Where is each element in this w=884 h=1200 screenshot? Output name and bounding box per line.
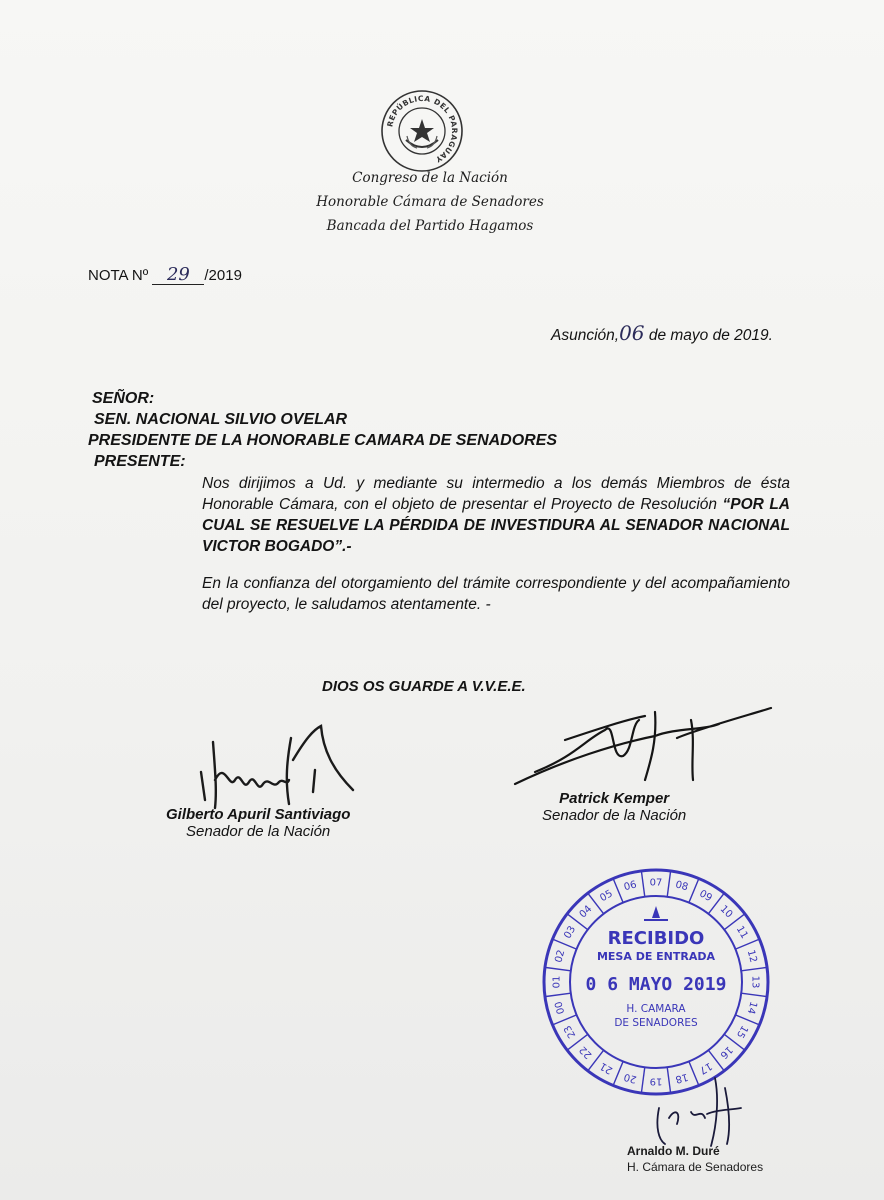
- signature-1-handwritten: [195, 720, 355, 810]
- note-suffix: /2019: [204, 267, 242, 284]
- body-paragraph-1: [90, 473, 790, 557]
- signature-2-handwritten: [505, 700, 775, 790]
- stamp-subtitle: MESA DE ENTRADA: [596, 950, 716, 963]
- signer-2: [542, 790, 686, 824]
- addressee-title: PRESIDENTE DE LA HONORABLE CAMARA DE SENADORES: [88, 432, 558, 449]
- stamp-org-1: H. CAMARA: [626, 1003, 686, 1015]
- signer-1-title: Senador de la Nación: [186, 823, 331, 840]
- letterhead-chamber: Honorable Cámara de Senadores: [316, 194, 544, 210]
- stamp-ring-number: 13: [749, 975, 761, 989]
- stamp-ring-number: 10: [717, 903, 735, 921]
- addressee-name: SEN. NACIONAL SILVIO OVELAR: [94, 411, 348, 428]
- stamp-ring-divider: [667, 871, 670, 897]
- stamp-ring-divider: [545, 993, 571, 996]
- stamp-ring-number: 06: [622, 879, 638, 894]
- signer-1: [166, 806, 350, 840]
- signer-1-name: Gilberto Apuril Santiviago: [166, 806, 351, 823]
- signer-2-title: Senador de la Nación: [542, 807, 687, 824]
- stamp-ring-divider: [545, 967, 571, 970]
- addressee-presente: PRESENTE:: [94, 453, 186, 470]
- stamp-ring-number: 11: [733, 924, 750, 941]
- stamp-ring-number: 17: [697, 1059, 714, 1076]
- stamp-ring-number: 19: [649, 1075, 663, 1087]
- stamp-ring-number: 03: [562, 924, 579, 941]
- stamp-ring-divider: [689, 879, 699, 903]
- letterhead-congress: Congreso de la Nación: [352, 170, 508, 186]
- stamp-ring-number: 15: [733, 1023, 750, 1040]
- stamp-ring-divider: [741, 967, 767, 970]
- stamp-date: 0 6 MAYO 2019: [585, 974, 727, 995]
- note-number: [88, 266, 242, 285]
- stamp-ring-number: 16: [717, 1043, 735, 1061]
- stamp-ring-number: 14: [744, 1000, 759, 1016]
- closing-formula: DIOS OS GUARDE A V.V.E.E.: [322, 678, 526, 695]
- body-paragraph-2: En la confianza del otorgamiento del trámite correspondiente y del acompañamiento del proyecto, le saludamos atentamente. -: [202, 575, 790, 613]
- note-prefix: NOTA Nº: [88, 267, 149, 284]
- stamp-ring-number: 08: [674, 879, 690, 894]
- stamp-ring-number: 21: [598, 1059, 615, 1076]
- addressee-salutation: SEÑOR:: [92, 390, 155, 407]
- stamp-signature-handwritten: [645, 1068, 755, 1148]
- letterhead-caucus: Bancada del Partido Hagamos: [326, 218, 534, 234]
- stamp-ring-number: 01: [551, 975, 563, 989]
- stamp-ring-number: 12: [744, 948, 759, 964]
- letter-body: [90, 473, 790, 615]
- stamp-ring-number: 04: [577, 903, 595, 921]
- stamp-ring-number: 02: [553, 948, 568, 964]
- date-rest: de mayo de 2019.: [648, 327, 773, 344]
- stamp-ring-number: 00: [553, 1000, 568, 1016]
- seal-ring-text: REPÚBLICA DEL PARAGUAY: [385, 93, 460, 165]
- stamp-emblem-icon: [652, 906, 660, 918]
- national-seal-logo: [379, 88, 465, 174]
- stamp-org-2: DE SENADORES: [614, 1017, 698, 1029]
- stamp-ring-divider: [641, 871, 644, 897]
- stamp-ring-number: 22: [577, 1043, 595, 1061]
- stamp-ring-divider: [735, 939, 759, 949]
- letterhead: [300, 166, 560, 238]
- note-handwritten-number: 29: [152, 266, 204, 285]
- stamp-ring-number: 05: [598, 888, 615, 905]
- stamp-signer-name: Arnaldo M. Duré: [627, 1144, 720, 1158]
- stamp-ring-divider: [735, 1015, 759, 1025]
- stamp-signer-org: H. Cámara de Senadores: [627, 1160, 764, 1174]
- stamp-ring-number: 09: [697, 888, 714, 905]
- stamp-ring-divider: [553, 939, 577, 949]
- stamp-ring-number: 07: [649, 877, 663, 889]
- stamp-signer: [627, 1143, 763, 1175]
- stamp-title: RECIBIDO: [607, 928, 705, 949]
- addressee-block: [88, 388, 557, 472]
- stamp-ring-divider: [553, 1015, 577, 1025]
- letter-date: [551, 321, 773, 345]
- stamp-ring-number: 18: [674, 1070, 690, 1085]
- stamp-ring-number: 20: [622, 1070, 638, 1085]
- signer-2-name: Patrick Kemper: [559, 790, 670, 807]
- date-handwritten-day: 06: [619, 321, 645, 345]
- body-p1-text: Nos dirijimos a Ud. y mediante su intermedio a los demás Miembros de ésta Honorable Cámara, con el objeto de presentar el Proyecto de Resolución: [202, 475, 790, 513]
- date-city: Asunción,: [551, 327, 620, 344]
- stamp-ring-divider: [613, 1061, 623, 1085]
- received-stamp: [540, 866, 772, 1098]
- stamp-ring-divider: [741, 993, 767, 996]
- stamp-ring-divider: [613, 879, 623, 903]
- body-p1-resolution-title: “POR LA CUAL SE RESUELVE LA PÉRDIDA DE INVESTIDURA AL SENADOR NACIONAL VICTOR BOGADO”.-: [202, 496, 791, 555]
- stamp-ring-number: 23: [562, 1023, 579, 1040]
